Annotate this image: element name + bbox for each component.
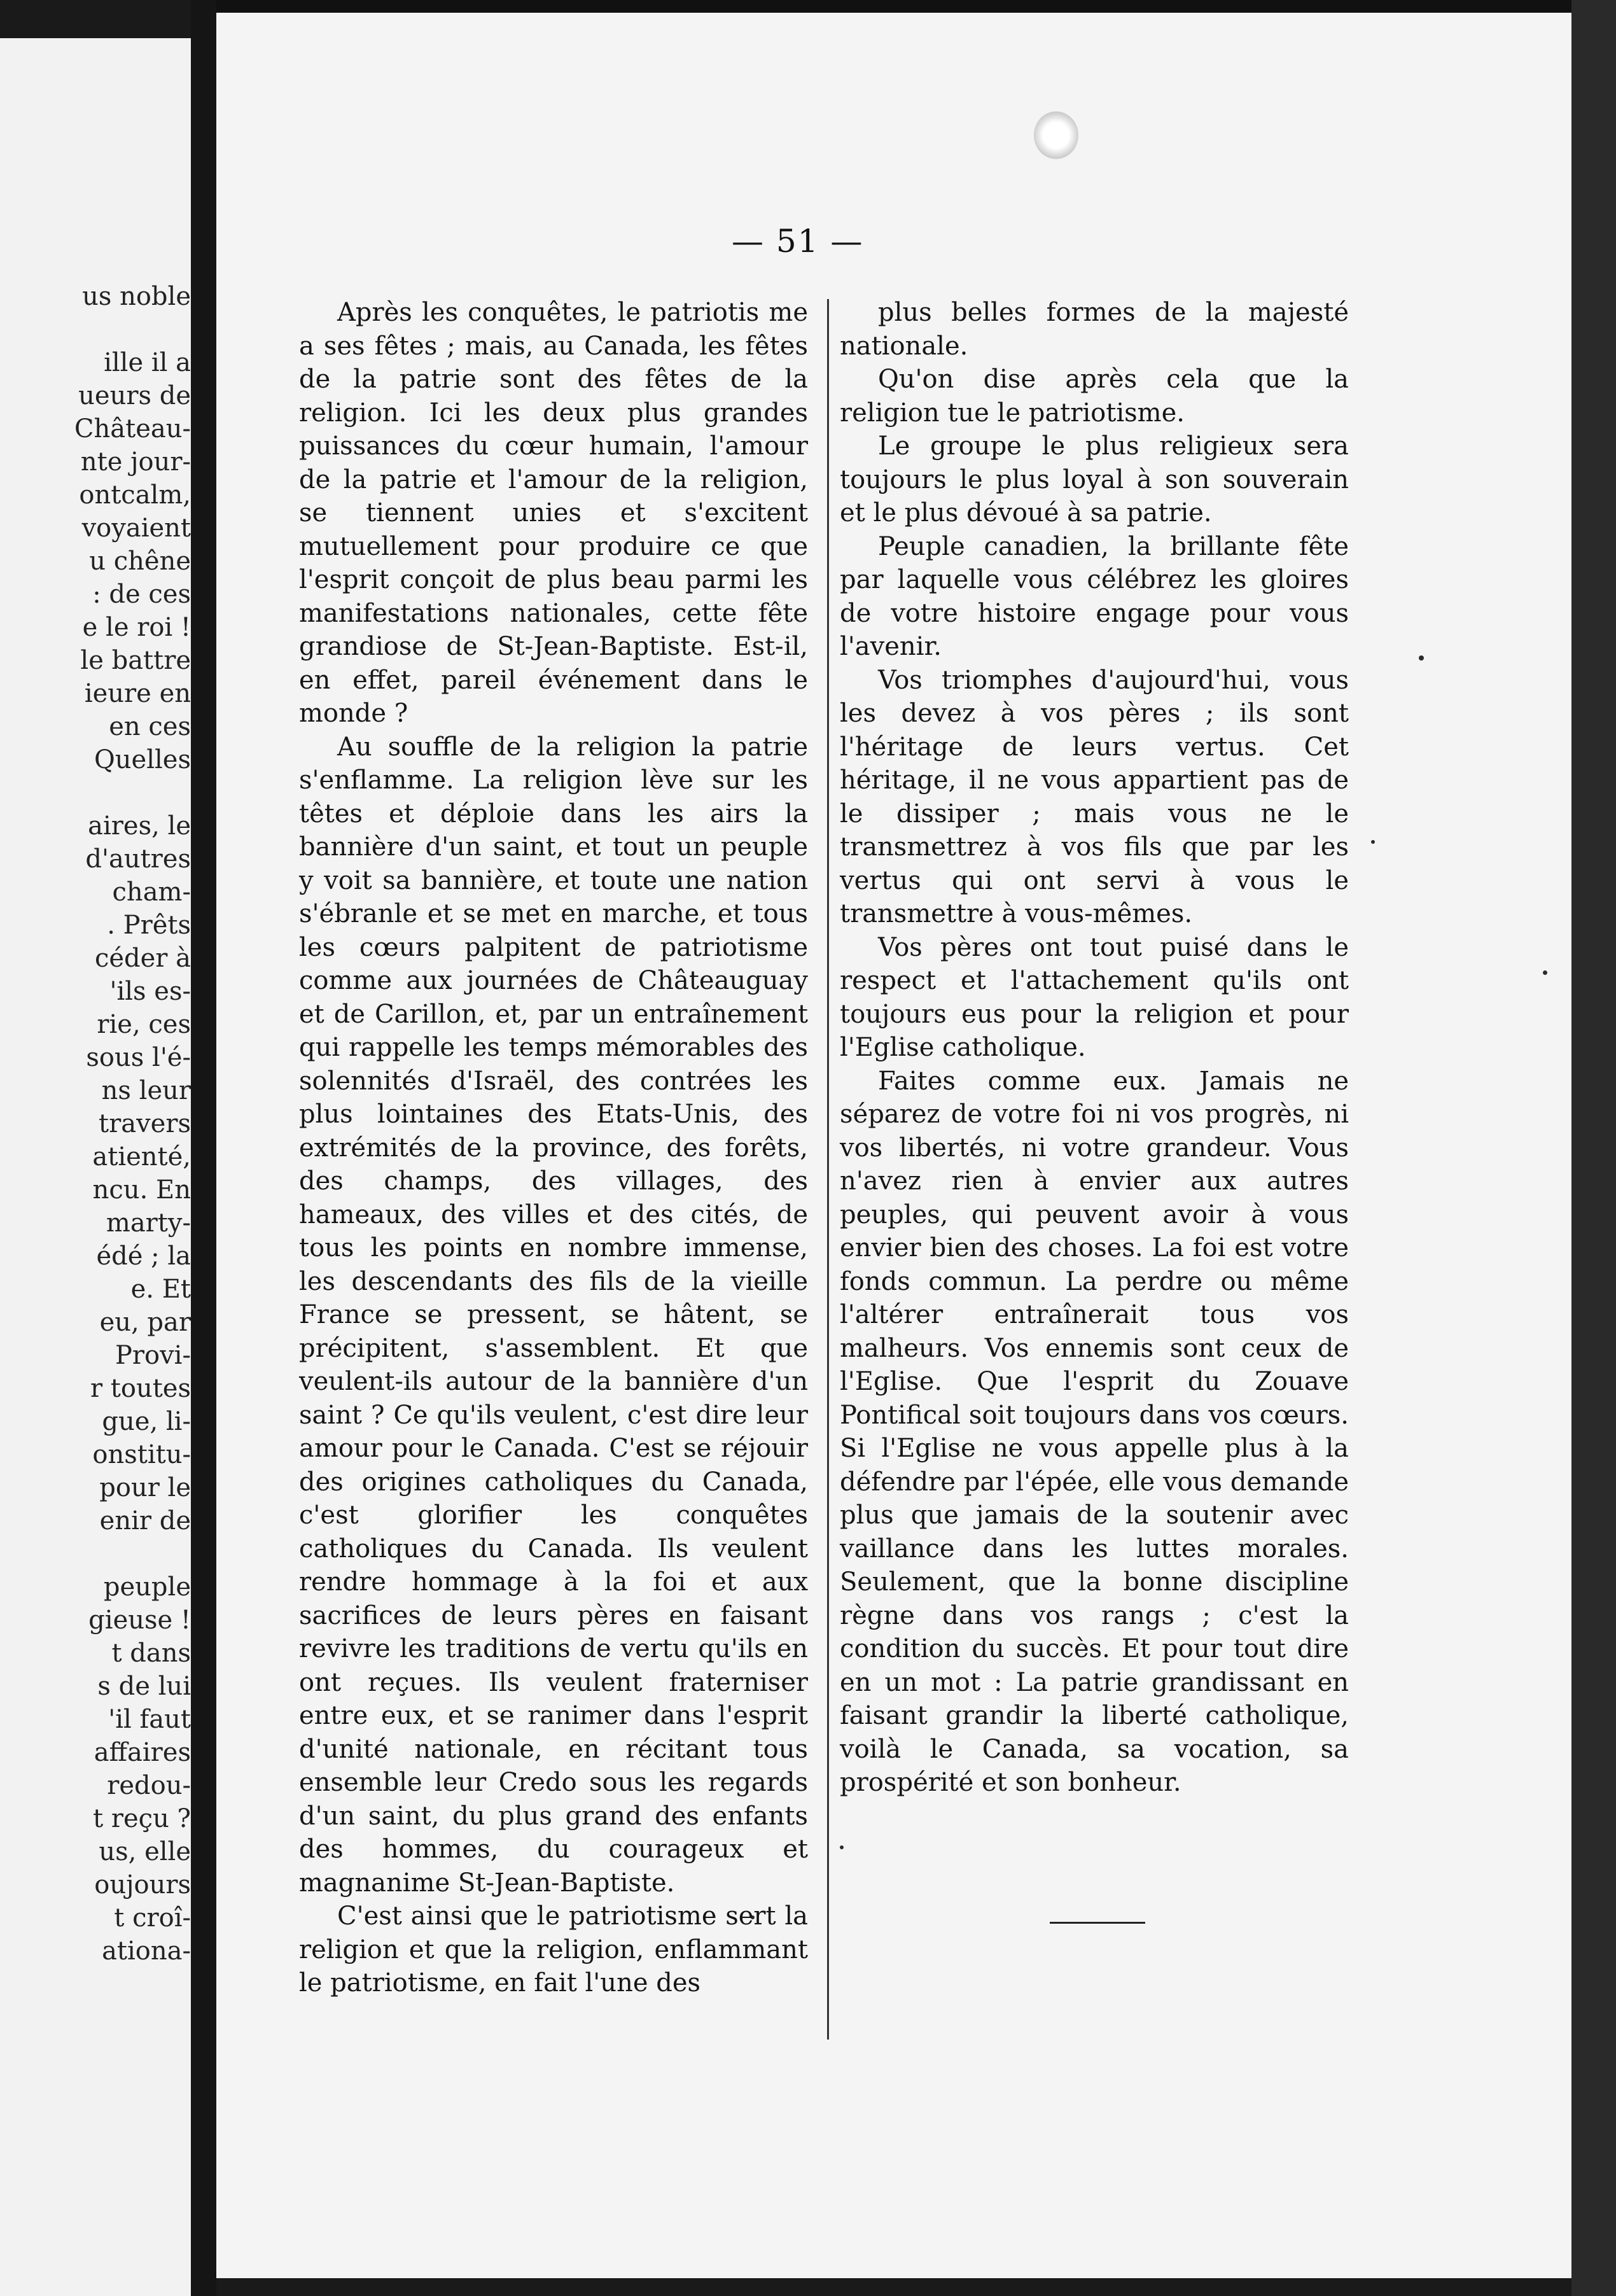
fragment-line: t reçu ?	[93, 1804, 191, 1833]
fragment-line: e le roi !	[82, 613, 191, 642]
fragment-line: ueurs de	[78, 381, 191, 410]
fragment-line: eu, par	[99, 1308, 191, 1337]
fragment-line: atienté,	[92, 1142, 191, 1172]
fragment-line: le battre	[80, 646, 191, 675]
fragment-line: t croî-	[114, 1903, 191, 1933]
fragment-line: céder à	[94, 944, 191, 973]
fragment-line: Quelles	[94, 745, 191, 774]
paper-speck	[1543, 970, 1547, 975]
fragment-line: u chêne	[89, 547, 191, 576]
paper-speck	[1419, 655, 1424, 661]
book-gutter	[191, 0, 216, 2296]
fragment-line: redou-	[107, 1771, 191, 1800]
fragment-line: gue, li-	[102, 1407, 191, 1436]
paragraph: Vos pères ont tout puisé dans le respect et l'attachement qu'ils ont toujours eus pour la religion et pour l'Eglise catholique.	[840, 932, 1349, 1062]
paragraph: plus belles formes de la majesté nationale.	[840, 298, 1349, 361]
paragraph: Peuple canadien, la brillante fête par laquelle vous célébrez les gloires de votre histoire engage pour vous l'avenir.	[840, 531, 1349, 661]
fragment-line: édé ; la	[96, 1242, 191, 1271]
fragment-line: ille il a	[104, 348, 191, 377]
fragment-line: r toutes	[90, 1374, 191, 1403]
left-text-column	[299, 296, 808, 2000]
paper-speck	[1371, 840, 1375, 844]
fragment-line: voyaient	[81, 514, 191, 543]
paragraph: Qu'on dise après cela que la religion tue le patriotisme.	[840, 365, 1349, 428]
fragment-line: rie, ces	[97, 1010, 191, 1039]
fragment-line: ncu. En	[92, 1175, 191, 1205]
paper-blemish	[1034, 111, 1078, 159]
fragment-line: t dans	[111, 1639, 191, 1668]
fragment-line: peuple	[103, 1572, 191, 1602]
fragment-line: affaires	[94, 1738, 191, 1767]
fragment-line: oujours	[94, 1870, 191, 1900]
fragment-line: enir de	[99, 1506, 191, 1536]
fragment-line: aires, le	[88, 811, 191, 841]
paragraph: Vos triomphes d'aujourd'hui, vous les devez à vos pères ; ils sont l'héritage de leurs vertus. Cet héritage, il ne vous appartient pas de le dissiper ; mais vous ne le transmettrez à vos fils que par les vertus qui ont servi à vous le transmettre à vous-mêmes.	[840, 665, 1349, 928]
fragment-line: 'ils es-	[109, 977, 191, 1006]
column-divider	[827, 299, 829, 2040]
fragment-line: Château-	[74, 414, 191, 444]
fragment-line: ontcalm,	[79, 480, 191, 510]
fragment-line: pour le	[99, 1473, 191, 1502]
fragment-line: Provi-	[115, 1341, 191, 1370]
fragment-line: ns leur	[101, 1076, 191, 1105]
scan-right-border	[1571, 0, 1616, 2296]
fragment-line: onstitu-	[92, 1440, 191, 1469]
fragment-line: d'autres	[85, 844, 191, 874]
paragraph: Après les conquêtes, le patriotis me a ses fêtes ; mais, au Canada, les fêtes de la patrie sont des fêtes de la religion. Ici les deux plus grandes puissances du cœur humain, l'amour de la patrie et l'amour de la religion, se tiennent unies et s'excitent mutuellement pour produire ce que l'esprit conçoit de plus beau parmi les manifestations nationales, cette fête grandiose de St-Jean-Baptiste. Est-il, en effet, pareil événement dans le monde ?	[299, 298, 808, 728]
fragment-line: ieure en	[84, 679, 191, 708]
fragment-line: . Prêts	[107, 911, 191, 940]
paragraph: Au souffle de la religion la patrie s'enflamme. La religion lève sur les têtes et déploie dans les airs la bannière d'un saint, et tout un peuple y voit sa bannière, et toute une nation s'ébranle et se met en marche, et tous les cœurs palpitent de patriotisme comme aux journées de Châteauguay et de Carillon, et, par un entraînement qui rappelle les temps mémorables des solennités d'Israël, des contrées les plus lointaines des Etats-Unis, des extrémités de la province, des forêts, des champs, des villages, des hameaux, des villes et des cités, de tous les points en nombre immense, les descendants des fils de la vieille France se pressent, se hâtent, se précipitent, s'assemblent. Et que veulent-ils autour de la bannière d'un saint ? Ce qu'ils veulent, c'est dire leur amour pour le Canada. C'est se réjouir des origines catholiques du Canada, c'est glorifier les conquêtes catholiques du Canada. Ils veulent rendre hommage à la foi et aux sacrifices de leurs pères en faisant revivre les traditions de vertu qu'ils en ont reçues. Ils veulent fraterniser entre eux, et se ranimer dans l'esprit d'unité nationale, en récitant tous ensemble leur Credo sous les regards d'un saint, du plus grand des enfants des hommes, du courageux et magnanime St-Jean-Baptiste.	[299, 732, 808, 1898]
fragment-line: cham-	[112, 878, 191, 907]
paper-speck	[840, 1845, 844, 1849]
fragment-line: s de lui	[97, 1672, 191, 1701]
paragraph: Le groupe le plus religieux sera toujours le plus loyal à son souverain et le plus dévoué à sa patrie.	[840, 431, 1349, 528]
paragraph: C'est ainsi que le patriotisme sert la religion et que la religion, enflammant le patriotisme, en fait l'une des	[299, 1901, 808, 1998]
fragment-line: ationa-	[102, 1936, 191, 1966]
scan-top-border	[191, 0, 1616, 14]
fragment-line: sous l'é-	[86, 1043, 191, 1072]
right-text-column	[840, 296, 1349, 1800]
fragment-line: gieuse !	[88, 1606, 191, 1635]
fragment-line: us, elle	[99, 1837, 191, 1866]
fragment-line: us noble	[82, 282, 191, 311]
fragment-line: 'il faut	[108, 1705, 191, 1734]
fragment-line: travers	[99, 1109, 191, 1138]
section-end-rule	[1050, 1922, 1145, 1924]
fragment-line: : de ces	[92, 580, 191, 609]
fragment-line: e. Et	[130, 1275, 191, 1304]
page-number: — 51 —	[732, 223, 864, 260]
fragment-line: en ces	[109, 712, 191, 741]
adjacent-page-fragment	[0, 38, 191, 2296]
fragment-line: marty-	[106, 1208, 191, 1238]
paragraph: Faites comme eux. Jamais ne séparez de votre foi ni vos progrès, ni vos libertés, ni votre grandeur. Vous n'avez rien à envier aux autres peuples, qui peuvent avoir à vous envier bien des choses. La foi est votre fonds commun. La perdre ou même l'altérer entraînerait tous vos malheurs. Vos ennemis sont ceux de l'Eglise. Que l'esprit du Zouave Pontifical soit toujours dans vos cœurs. Si l'Eglise ne vous appelle plus à la défendre par l'épée, elle vous demande plus que jamais de la soutenir avec vaillance dans les luttes morales. Seulement, que la bonne discipline règne dans vos rangs ; c'est la condition du succès. Et pour tout dire en un mot : La patrie grandissant en faisant grandir la liberté catholique, voilà le Canada, sa vocation, sa prospérité et son bonheur.	[840, 1066, 1349, 1797]
fragment-line: nte jour-	[80, 447, 191, 477]
